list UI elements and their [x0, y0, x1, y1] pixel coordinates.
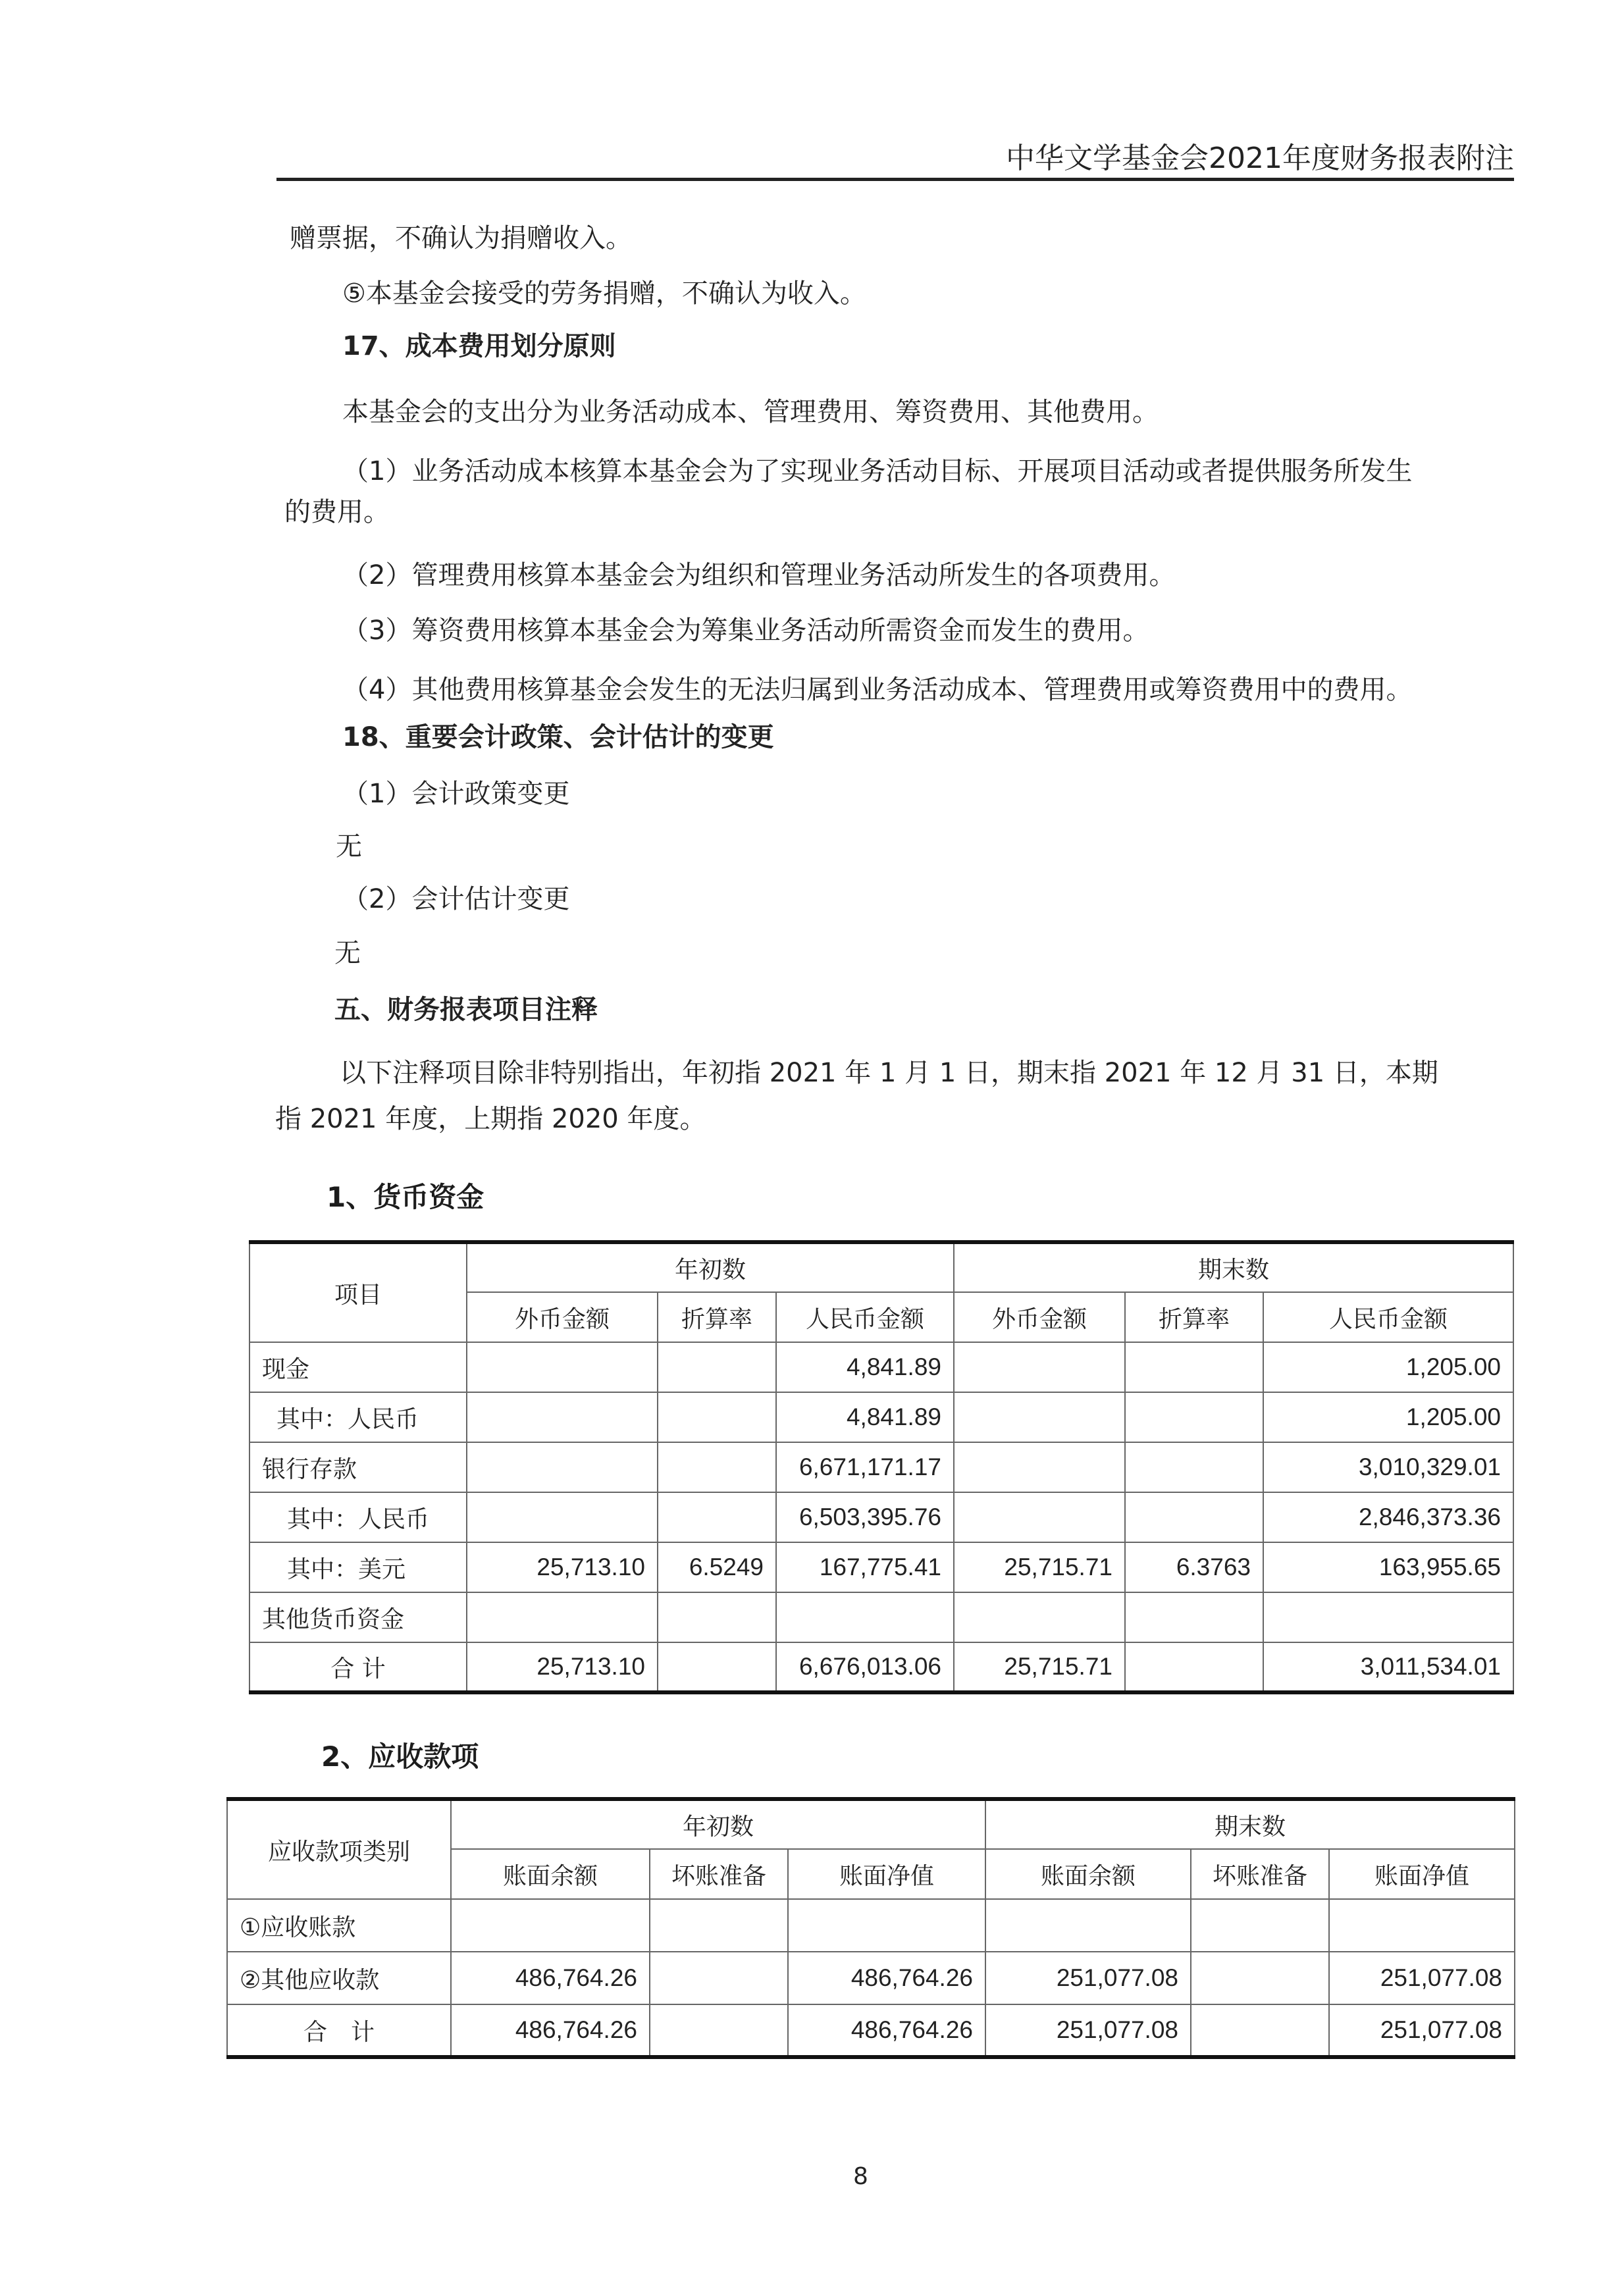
subheader-cell: 坏账准备 — [650, 1849, 788, 1899]
subheader-cell: 外币金额 — [467, 1292, 658, 1342]
cell — [1125, 1442, 1263, 1492]
header-begin-of-year: 年初数 — [451, 1799, 985, 1849]
cell: 2,846,373.36 — [1263, 1492, 1513, 1542]
header-begin-of-year: 年初数 — [467, 1242, 954, 1292]
cell — [467, 1492, 658, 1542]
cell: 25,715.71 — [954, 1642, 1125, 1692]
table-row — [249, 1592, 1513, 1642]
section-heading: 18、重要会计政策、会计估计的变更 — [342, 722, 774, 752]
paragraph-line: （1）会计政策变更 — [342, 779, 570, 809]
cell — [788, 1899, 985, 1952]
row-label: 其中：人民币 — [249, 1392, 467, 1442]
subheader-cell: 账面余额 — [985, 1849, 1191, 1899]
cell — [658, 1592, 776, 1642]
cell — [658, 1342, 776, 1392]
paragraph-line: 指 2021 年度，上期指 2020 年度。 — [275, 1104, 706, 1134]
table-total-row — [227, 2004, 1515, 2057]
subheader-cell: 账面余额 — [451, 1849, 650, 1899]
cell: 6,676,013.06 — [776, 1642, 954, 1692]
cell — [1125, 1392, 1263, 1442]
cell — [954, 1442, 1125, 1492]
cell: 486,764.26 — [788, 1952, 985, 2004]
cell — [467, 1342, 658, 1392]
table-row — [249, 1442, 1513, 1492]
cell: 25,713.10 — [467, 1542, 658, 1592]
paragraph-line: ⑤本基金会接受的劳务捐赠，不确认为收入。 — [342, 278, 866, 309]
row-label: 银行存款 — [249, 1442, 467, 1492]
table-row — [249, 1542, 1513, 1592]
cell: 4,841.89 — [776, 1392, 954, 1442]
subheader-cell: 账面净值 — [788, 1849, 985, 1899]
cell: 486,764.26 — [451, 2004, 650, 2057]
row-label: 合 计 — [227, 2004, 451, 2057]
header-end-of-year: 期末数 — [954, 1242, 1513, 1292]
currency-funds-table — [249, 1240, 1514, 1694]
cell: 163,955.65 — [1263, 1542, 1513, 1592]
paragraph-line: （2）会计估计变更 — [342, 884, 570, 914]
cell — [985, 1899, 1191, 1952]
header-item: 项目 — [249, 1242, 467, 1342]
paragraph-line: （4）其他费用核算基金会发生的无法归属到业务活动成本、管理费用或筹资费用中的费用。 — [342, 675, 1413, 705]
cell — [776, 1592, 954, 1642]
paragraph-line: 本基金会的支出分为业务活动成本、管理费用、筹资费用、其他费用。 — [342, 397, 1159, 427]
row-label: ①应收账款 — [227, 1899, 451, 1952]
page-header — [276, 118, 1514, 181]
cell — [1125, 1642, 1263, 1692]
subheader-cell: 人民币金额 — [776, 1292, 954, 1342]
subheader-cell: 账面净值 — [1329, 1849, 1515, 1899]
table-total-row — [249, 1642, 1513, 1692]
subheader-cell: 坏账准备 — [1191, 1849, 1329, 1899]
row-label: 合 计 — [249, 1642, 467, 1692]
cell — [650, 1899, 788, 1952]
cell: 1,205.00 — [1263, 1342, 1513, 1392]
cell — [954, 1492, 1125, 1542]
cell: 25,715.71 — [954, 1542, 1125, 1592]
paragraph-line: （3）筹资费用核算本基金会为筹集业务活动所需资金而发生的费用。 — [342, 615, 1149, 646]
cell: 25,713.10 — [467, 1642, 658, 1692]
table-row — [249, 1392, 1513, 1442]
cell: 6,503,395.76 — [776, 1492, 954, 1542]
row-label: 其中：人民币 — [249, 1492, 467, 1542]
cell: 6.3763 — [1125, 1542, 1263, 1592]
cell: 486,764.26 — [788, 2004, 985, 2057]
cell: 251,077.08 — [985, 2004, 1191, 2057]
cell — [1329, 1899, 1515, 1952]
cell: 1,205.00 — [1263, 1392, 1513, 1442]
paragraph-line: 的费用。 — [284, 497, 390, 527]
cell: 486,764.26 — [451, 1952, 650, 2004]
paragraph-line: 赠票据，不确认为捐赠收入。 — [290, 223, 632, 253]
cell: 251,077.08 — [1329, 1952, 1515, 2004]
cell — [1125, 1342, 1263, 1392]
subheader-cell: 外币金额 — [954, 1292, 1125, 1342]
cell: 6,671,171.17 — [776, 1442, 954, 1492]
cell — [1263, 1592, 1513, 1642]
cell — [451, 1899, 650, 1952]
subheader-cell: 折算率 — [1125, 1292, 1263, 1342]
subheader-cell: 折算率 — [658, 1292, 776, 1342]
cell — [1191, 1899, 1329, 1952]
cell — [1191, 1952, 1329, 2004]
cell — [954, 1342, 1125, 1392]
table-row — [227, 1899, 1515, 1952]
header-end-of-year: 期末数 — [985, 1799, 1515, 1849]
cell: 6.5249 — [658, 1542, 776, 1592]
receivables-table — [226, 1797, 1515, 2059]
cell: 4,841.89 — [776, 1342, 954, 1392]
section-heading: 17、成本费用划分原则 — [342, 331, 616, 361]
cell: 251,077.08 — [1329, 2004, 1515, 2057]
row-label: 其中：美元 — [249, 1542, 467, 1592]
cell — [650, 2004, 788, 2057]
row-label: 现金 — [249, 1342, 467, 1392]
cell — [467, 1392, 658, 1442]
table-row — [227, 1952, 1515, 2004]
cell — [954, 1592, 1125, 1642]
cell — [1191, 2004, 1329, 2057]
paragraph-line: 无 — [336, 831, 362, 862]
paragraph-line: （2）管理费用核算本基金会为组织和管理业务活动所发生的各项费用。 — [342, 560, 1176, 590]
paragraph-line: 无 — [334, 938, 361, 968]
cell: 3,010,329.01 — [1263, 1442, 1513, 1492]
cell — [658, 1492, 776, 1542]
header-title: 中华文学基金会2021年度财务报表附注 — [1006, 142, 1514, 175]
table-row — [249, 1342, 1513, 1392]
table2-title: 2、应收款项 — [321, 1740, 479, 1773]
table-row — [249, 1492, 1513, 1542]
table1-title: 1、货币资金 — [327, 1181, 484, 1213]
cell — [467, 1592, 658, 1642]
paragraph-line: 以下注释项目除非特别指出，年初指 2021 年 1 月 1 日，期末指 2021 年 12 月 31 日，本期 — [340, 1058, 1438, 1088]
cell — [467, 1442, 658, 1492]
cell — [658, 1642, 776, 1692]
row-label: 其他货币资金 — [249, 1592, 467, 1642]
section-heading: 五、财务报表项目注释 — [334, 995, 598, 1025]
cell — [1125, 1592, 1263, 1642]
cell — [650, 1952, 788, 2004]
page-number: 8 — [853, 2163, 868, 2190]
cell: 251,077.08 — [985, 1952, 1191, 2004]
cell — [954, 1392, 1125, 1442]
cell — [1125, 1492, 1263, 1542]
row-label: ②其他应收款 — [227, 1952, 451, 2004]
header-item: 应收款项类别 — [227, 1799, 451, 1899]
cell — [658, 1442, 776, 1492]
paragraph-line: （1）业务活动成本核算本基金会为了实现业务活动目标、开展项目活动或者提供服务所发生 — [342, 456, 1413, 486]
subheader-cell: 人民币金额 — [1263, 1292, 1513, 1342]
cell — [658, 1392, 776, 1442]
cell: 167,775.41 — [776, 1542, 954, 1592]
cell: 3,011,534.01 — [1263, 1642, 1513, 1692]
